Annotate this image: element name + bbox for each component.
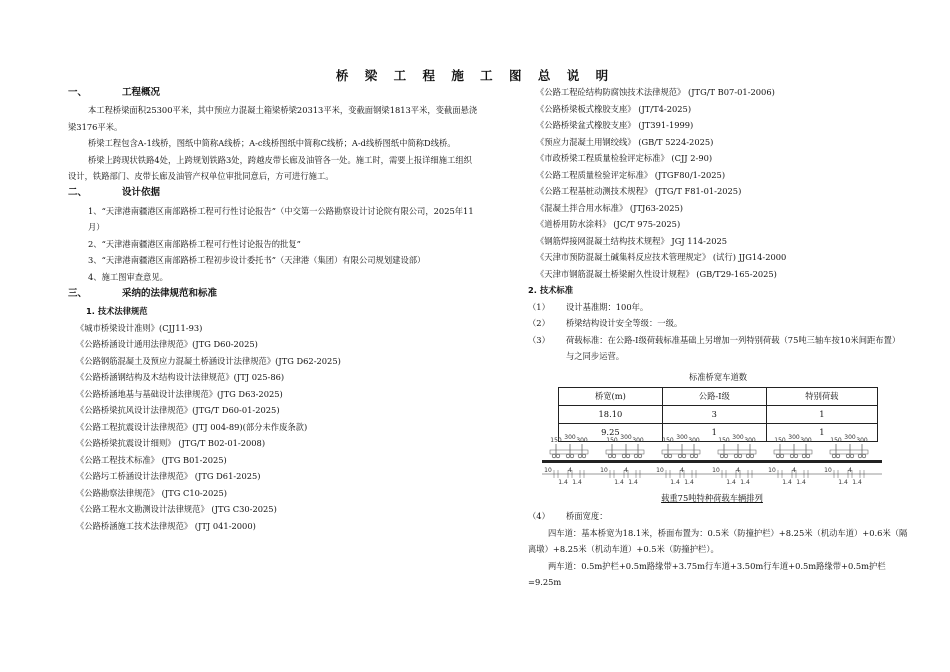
standard-item: 《公路工程技术标准》 (JTG B01-2025) (76, 454, 227, 465)
table-header-cell: 特别荷载 (766, 388, 877, 406)
axle-load-label: 150 (550, 437, 562, 444)
section-heading-basis: 二、 设计依据 (68, 187, 161, 199)
wheel-mark (802, 454, 806, 458)
standard-item: 《道桥用防水涂料》 (JC/T 975-2025) (536, 219, 681, 229)
wheel-mark (690, 454, 694, 458)
standard-item: 《公路工程质量检验评定标准》 (JTGF80/1-2025) (536, 169, 726, 180)
standard-item: 《公路工程水文勘测设计法律规范》 (JTG C30-2025) (76, 504, 277, 514)
axle-load-label: 150 (662, 437, 674, 444)
standard-item: 《公路桥梁抗风设计法律规范》(JTG/T D60-01-2025) (76, 405, 280, 415)
axle-spacing-label: 1.4 (628, 479, 638, 486)
wheel-mark (668, 454, 672, 458)
wheel-mark (634, 454, 638, 458)
wheel-mark (806, 454, 810, 458)
wheel-mark (612, 454, 616, 458)
standard-item: 《市政桥梁工程质量检验评定标准》 (CJJ 2-90) (536, 153, 713, 163)
wheel-mark (746, 454, 750, 458)
wheel-mark (846, 454, 850, 458)
wheel-mark (836, 454, 840, 458)
standard-item: 《钢筋焊接网混凝土结构技术规程》 JGJ 114-2025 (536, 235, 728, 246)
table-cell: 1 (766, 424, 877, 442)
overview-paragraph: 桥梁工程包含A-1线桥，图纸中简称A线桥；A-c线桥图纸中简称C线桥；A-d线桥图纸中简称D线桥。 (88, 138, 456, 148)
subheading-tech-codes: 1. 技术法律规范 (86, 306, 148, 316)
axle-spacing-label: 1.4 (838, 479, 848, 486)
deck-two-lane: 两车道：0.5m护栏+0.5m路缘带+3.75m行车道+3.50m行车道+0.5m路缘带+0.5m护栏=9.25m (528, 560, 886, 587)
axle-load-label: 300 (632, 437, 644, 444)
wheel-mark (776, 454, 780, 458)
axle-load-label: 150 (830, 437, 842, 444)
diagram-caption: 载重75吨特种荷载车辆排列 (661, 493, 763, 503)
basis-item: 3、“天津港南疆港区南部路桥工程初步设计委托书”（天津港（集团）有限公司规划建设部） (88, 255, 426, 265)
standard-item: 《公路工程砼结构防腐蚀技术法律规范》 (JTG/T B07-01-2006) (536, 87, 775, 97)
wheel-mark (566, 454, 570, 458)
axle-spacing-label: 4 (792, 467, 796, 474)
wheel-mark (720, 454, 724, 458)
wheel-mark (626, 454, 630, 458)
standards-list-left (68, 320, 480, 535)
axle-spacing-label: 1.4 (852, 479, 862, 486)
standard-item: 《公路工程抗震设计法律规范》(JTJ 004-89)(部分未作废条款) (76, 421, 308, 432)
wheel-mark (780, 454, 784, 458)
spec-item: （2） 桥梁结构设计安全等级：一级。 (528, 318, 683, 328)
lane-table-caption: 标准桥宽车道数 (688, 371, 748, 382)
axle-load-label: 300 (564, 434, 576, 441)
axle-load-label: 300 (856, 437, 868, 444)
axle-spacing-label: 1.4 (740, 479, 750, 486)
wheel-mark (570, 454, 574, 458)
page-title: 桥 梁 工 程 施 工 图 总 说 明 (335, 68, 615, 83)
table-cell: 18.10 (559, 406, 663, 424)
axle-load-label: 300 (744, 437, 756, 444)
table-cell: 1 (766, 406, 877, 424)
overview-paragraph: 本工程桥梁面积25300平米，其中预应力混凝土箱梁桥梁20313平米，变截面钢梁1813平米，变截面悬浇梁3176平米。 (68, 105, 478, 132)
standard-item: 《公路桥涵地基与基础设计法律规范》(JTG D63-2025) (76, 388, 283, 399)
gap-dimension-label: 10 (656, 467, 664, 474)
gap-dimension-label: 10 (768, 467, 776, 474)
axle-spacing-label: 1.4 (782, 479, 792, 486)
section-heading-standards: 三、 采纳的法律规范和标准 (68, 287, 218, 299)
wheel-mark (638, 454, 642, 458)
deck-four-lane: 四车道：基本桥宽为18.1米，桥面布置为：0.5米（防撞护栏）+8.25米（机动车道）+0.6米（隔离墩）+8.25米（机动车道）+0.5米（防撞护栏）。 (528, 527, 908, 554)
gap-dimension-label: 10 (544, 467, 552, 474)
axle-spacing-label: 4 (680, 467, 684, 474)
axle-load-label: 150 (718, 437, 730, 444)
wheel-mark (750, 454, 754, 458)
table-cell: 3 (662, 406, 766, 424)
left-column (68, 84, 480, 534)
axle-spacing-label: 4 (848, 467, 852, 474)
wheel-mark (832, 454, 836, 458)
axle-load-label: 300 (732, 434, 744, 441)
standard-item: 《公路圬工桥涵设计法律规范》 (JTG D61-2025) (76, 471, 261, 481)
axle-load-label: 300 (676, 434, 688, 441)
gap-dimension-label: 10 (712, 467, 720, 474)
spec-item: （3） 荷载标准：在公路-I级荷载标准基础上另增加一列特别荷载（75吨三轴车按10米间距布置）与之同步运营。 (528, 334, 901, 361)
axle-load-label: 300 (576, 437, 588, 444)
section-heading-overview: 一、 工程概况 (68, 86, 161, 98)
axle-load-label: 300 (788, 434, 800, 441)
wheel-mark (724, 454, 728, 458)
wheel-mark (552, 454, 556, 458)
wheel-mark (608, 454, 612, 458)
axle-load-label: 300 (844, 434, 856, 441)
ground-line (542, 460, 882, 463)
wheel-mark (664, 454, 668, 458)
axle-spacing-label: 1.4 (796, 479, 806, 486)
wheel-mark (850, 454, 854, 458)
standard-item: 《公路钢筋混凝土及预应力混凝土桥涵设计法律规范》(JTG D62-2025) (76, 355, 341, 366)
wheel-mark (578, 454, 582, 458)
wheel-mark (678, 454, 682, 458)
axle-spacing-label: 1.4 (558, 479, 568, 486)
basis-item: 1、“天津港南疆港区南部路桥工程可行性讨论报告”（中交第一公路勘察设计讨论院有限公司，2025年11月） (88, 205, 474, 232)
axle-load-label: 300 (800, 437, 812, 444)
wheel-mark (862, 454, 866, 458)
axle-spacing-label: 1.4 (726, 479, 736, 486)
overview-paragraph: 桥梁上跨现状铁路4处，上跨规划铁路3处，跨越皮带长廊及油管各一处。施工时，需要上报详细施工组织设计，铁路部门、皮带长廊及油管产权单位审批同意后，方可进行施工。 (68, 154, 472, 181)
spec-item: （1） 设计基准期：100年。 (528, 301, 649, 312)
table-row (559, 406, 878, 424)
standard-item: 《公路桥梁板式橡胶支座》 (JT/T4-2025) (536, 103, 692, 114)
axle-spacing-label: 4 (736, 467, 740, 474)
basis-item: 4、施工图审查意见。 (88, 271, 168, 282)
wheel-mark (734, 454, 738, 458)
wheel-mark (858, 454, 862, 458)
table-header-row (559, 388, 878, 406)
right-column (528, 84, 908, 442)
wheel-mark (622, 454, 626, 458)
axle-spacing-label: 1.4 (670, 479, 680, 486)
standard-item: 《公路桥涵设计通用法律规范》(JTG D60-2025) (76, 339, 258, 349)
axle-load-label: 150 (606, 437, 618, 444)
standard-item: 《公路桥梁盆式橡胶支座》 (JT391-1999) (536, 120, 694, 130)
wheel-mark (794, 454, 798, 458)
standard-item: 《公路桥涵施工技术法律规范》 (JTJ 041-2000) (76, 520, 256, 531)
standard-item: 《天津市预防混凝土碱集料反应技术管理规定》 (试行) JJG14-2000 (536, 252, 787, 262)
vehicle-load-diagram (542, 432, 882, 500)
wheel-mark (694, 454, 698, 458)
gap-dimension-label: 10 (600, 467, 608, 474)
standard-item: 《公路工程基桩动测技术规程》 (JTG/T F81-01-2025) (536, 186, 742, 196)
subheading-tech-standards: 2. 技术标准 (528, 285, 574, 295)
wheel-mark (582, 454, 586, 458)
standard-item: 《天津市钢筋混凝土桥梁耐久性设计规程》 (GB/T29-165-2025) (536, 268, 777, 279)
standard-item: 《城市桥梁设计准则》(CJJ11-93) (76, 322, 203, 333)
deck-width-block (528, 508, 908, 591)
standard-item: 《公路桥梁抗震设计细则》 (JTG/T B02-01-2008) (76, 438, 266, 448)
standard-item: 《公路桥涵钢结构及木结构设计法律规范》(JTJ 025-86) (76, 372, 285, 382)
table-cell: 1 (662, 424, 766, 442)
standard-item: 《预应力混凝土用钢绞线》 (GB/T 5224-2025) (536, 136, 714, 147)
axle-spacing-label: 4 (624, 467, 628, 474)
standard-item: 《公路勘察法律规范》 (JTG C10-2025) (76, 487, 228, 498)
axle-load-label: 300 (620, 434, 632, 441)
wheel-mark (738, 454, 742, 458)
axle-load-label: 150 (774, 437, 786, 444)
spec-item: （4） 桥面宽度： (528, 511, 608, 521)
table-header-cell: 公路-I级 (662, 388, 766, 406)
wheel-mark (556, 454, 560, 458)
standards-list-right (528, 84, 908, 282)
axle-spacing-label: 1.4 (614, 479, 624, 486)
standard-item: 《混凝土拌合用水标准》 (JTJ63-2025) (536, 202, 684, 213)
table-cell: 9.25 (559, 424, 663, 442)
axle-spacing-label: 4 (568, 467, 572, 474)
table-header-cell: 桥宽(m) (559, 388, 663, 406)
axle-load-label: 300 (688, 437, 700, 444)
gap-dimension-label: 10 (824, 467, 832, 474)
wheel-mark (682, 454, 686, 458)
basis-item: 2、“天津港南疆港区南部路桥工程可行性讨论报告的批复” (88, 238, 301, 249)
axle-spacing-label: 1.4 (572, 479, 582, 486)
wheel-mark (790, 454, 794, 458)
axle-spacing-label: 1.4 (684, 479, 694, 486)
